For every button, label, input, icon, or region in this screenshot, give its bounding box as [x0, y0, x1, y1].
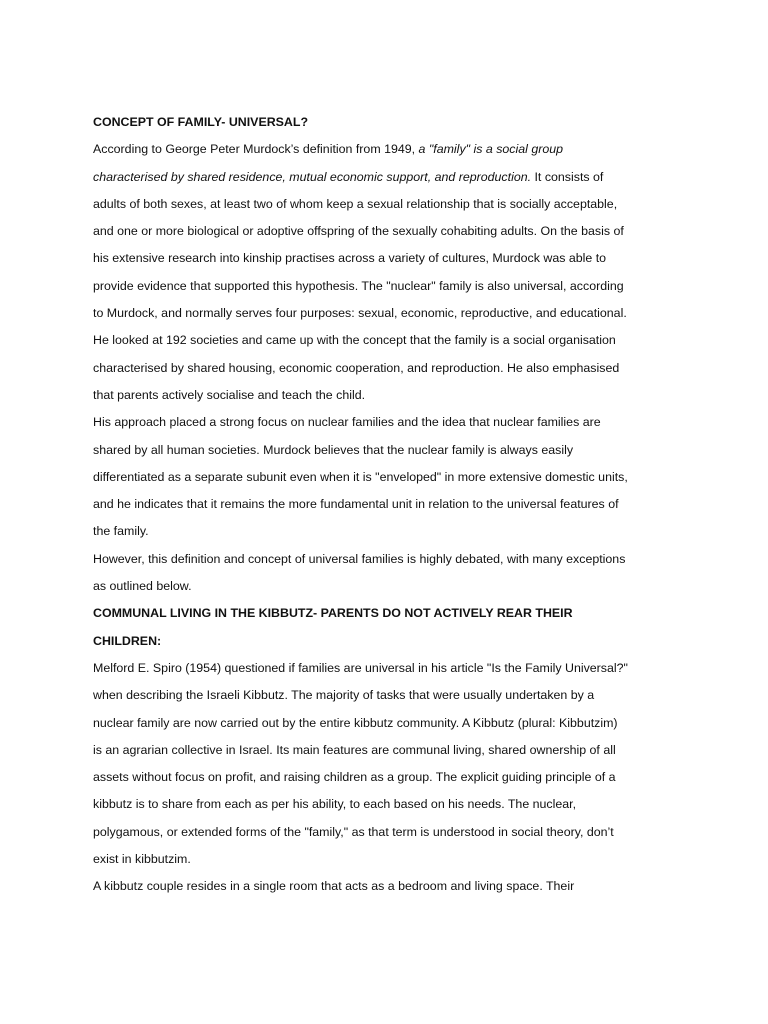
paragraph-spiro-kibbutz: Melford E. Spiro (1954) questioned if families are universal in his article "Is the Family Universal?" when describing the Israeli Kibbutz. The majority of tasks that were usually undertaken by a nuclear family are now carried out by the entire kibbutz community. A Kibbutz (plural: Kibbutzim) is an agrarian collective in Israel. Its main features are communal living, shared ownership of all assets without focus on profit, and raising children as a group. The explicit guiding principle of a kibbutz is to share from each as per his ability, to each based on his needs. The nuclear, polygamous, or extended forms of the "family," as that term is understood in social theory, don’t exist in kibbutzim. — [93, 660, 628, 867]
paragraph-rest-text: It consists of adults of both sexes, at least two of whom keep a sexual relationship that is socially acceptable, and one or more biological or adoptive offspring of the sexually cohabiting adults. On the basis of his extensive research into kinship practises across a variety of cultures, Murdock was able to provide evidence that supported this hypothesis. The "nuclear" family is also universal, according to Murdock, and normally serves four purposes: sexual, economic, reproductive, and educational. He looked at 192 societies and came up with the concept that the family is a social organisation characterised by shared housing, economic cooperation, and reproduction. He also emphasised that parents actively socialise and teach the child. — [93, 169, 627, 402]
section-heading-universal: CONCEPT OF FAMILY- UNIVERSAL? — [93, 115, 309, 129]
paragraph-debate: However, this definition and concept of universal families is highly debated, with many exceptions as outlined below. — [93, 551, 626, 594]
paragraph-murdock-definition — [93, 136, 629, 409]
document-page — [93, 109, 629, 901]
paragraph-kibbutz-couple: A kibbutz couple resides in a single room that acts as a bedroom and living space. Their — [93, 879, 575, 894]
family-definition-italic: a "family" is a social group characterised by shared residence, mutual economic support, and reproduction. — [93, 142, 564, 184]
paragraph-intro-text: According to George Peter Murdock’s definition from 1949, — [93, 142, 419, 157]
section-heading-kibbutz: COMMUNAL LIVING IN THE KIBBUTZ- PARENTS DO NOT ACTIVELY REAR THEIR CHILDREN: — [93, 606, 573, 648]
paragraph-nuclear-focus: His approach placed a strong focus on nuclear families and the idea that nuclear families are shared by all human societies. Murdock believes that the nuclear family is always easily differentiated as a separate subunit even when it is "enveloped" in more extensive domestic units, and he indicates that it remains the more fundamental unit in relation to the universal features of the family. — [93, 415, 628, 539]
